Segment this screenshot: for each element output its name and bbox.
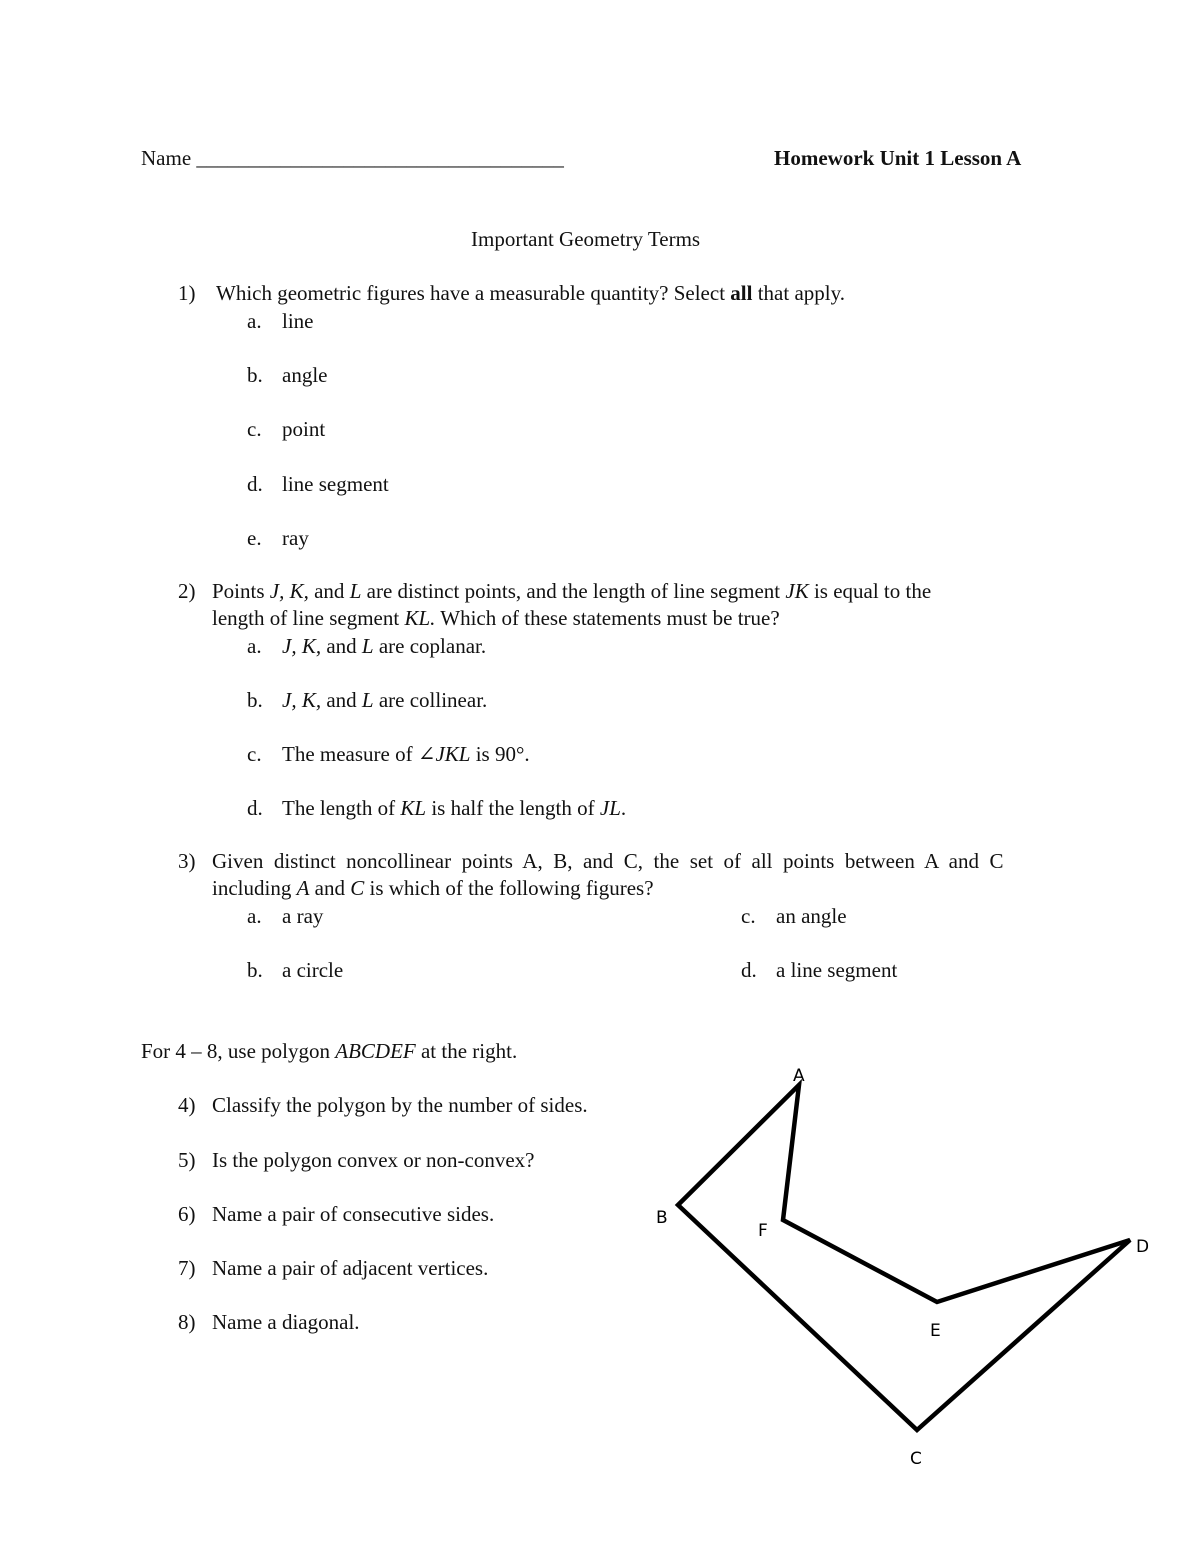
option-text[interactable]: line segment bbox=[282, 472, 389, 496]
option-letter: a. bbox=[247, 904, 262, 928]
option-letter: d. bbox=[741, 958, 757, 982]
question-number: 2) bbox=[178, 579, 196, 603]
text-part: The length of bbox=[282, 796, 401, 820]
angle-name: ∠JKL bbox=[417, 742, 471, 766]
text-part: For 4 – 8, use polygon bbox=[141, 1039, 336, 1063]
option-letter: a. bbox=[247, 309, 262, 333]
point-name: L bbox=[349, 579, 362, 603]
option-text[interactable]: point bbox=[282, 417, 326, 441]
text-part: are coplanar. bbox=[373, 634, 487, 658]
segment-name: KL. bbox=[404, 606, 436, 630]
option-text[interactable]: line bbox=[282, 309, 314, 333]
point-names: J, K, bbox=[269, 579, 309, 603]
point-name: L bbox=[361, 688, 374, 712]
question-text-part: that apply. bbox=[752, 281, 845, 305]
question-number: 4) bbox=[178, 1093, 196, 1117]
question-text: Name a diagonal. bbox=[212, 1310, 360, 1334]
option-letter: b. bbox=[247, 688, 263, 712]
text-part: Which of these statements must be true? bbox=[435, 606, 780, 630]
text-part: is half the length of bbox=[426, 796, 600, 820]
option-letter: d. bbox=[247, 472, 263, 496]
segment-name: JL bbox=[599, 796, 621, 820]
option-letter: e. bbox=[247, 526, 262, 550]
name-label: Name bbox=[141, 146, 192, 170]
option-letter: b. bbox=[247, 958, 263, 982]
question-number: 8) bbox=[178, 1310, 196, 1334]
vertex-label-b: B bbox=[656, 1208, 668, 1228]
text-part: Given distinct noncollinear points A, B, and C, the set of all points between A and C bbox=[212, 849, 1004, 873]
question-number: 7) bbox=[178, 1256, 196, 1280]
worksheet-title: Homework Unit 1 Lesson A bbox=[774, 146, 1022, 170]
question-text: Name a pair of consecutive sides. bbox=[212, 1202, 495, 1226]
option-text[interactable]: an angle bbox=[776, 904, 847, 928]
question-number: 1) bbox=[178, 281, 196, 305]
polygon-name: ABCDEF bbox=[335, 1039, 416, 1063]
point-name: A bbox=[296, 876, 310, 900]
option-text[interactable]: a ray bbox=[282, 904, 324, 928]
text-part: is equal to the bbox=[808, 579, 932, 603]
option-letter: c. bbox=[247, 417, 262, 441]
option-letter: d. bbox=[247, 796, 263, 820]
text-part: is 90°. bbox=[470, 742, 530, 766]
point-name: C bbox=[350, 876, 365, 900]
option-letter: c. bbox=[247, 742, 262, 766]
segment-name: JK bbox=[785, 579, 809, 603]
question-number: 3) bbox=[178, 849, 196, 873]
text-part: length of line segment bbox=[212, 606, 405, 630]
point-names: J, K, bbox=[282, 688, 322, 712]
text-part: and bbox=[321, 634, 362, 658]
text-part: at the right. bbox=[415, 1039, 518, 1063]
option-letter: b. bbox=[247, 363, 263, 387]
option-text[interactable]: a circle bbox=[282, 958, 344, 982]
text-part: and bbox=[309, 876, 351, 900]
vertex-label-e: E bbox=[930, 1321, 941, 1341]
option-text[interactable]: angle bbox=[282, 363, 328, 387]
point-names: J, K, bbox=[282, 634, 322, 658]
text-part: is which of the following figures? bbox=[364, 876, 654, 900]
name-blank[interactable]: ___________________________________ bbox=[196, 146, 564, 170]
text-part: The measure of bbox=[282, 742, 418, 766]
question-text-part: Which geometric figures have a measurable quantity? Select bbox=[216, 281, 731, 305]
polygon-abcdef bbox=[678, 1085, 1130, 1430]
worksheet-subtitle: Important Geometry Terms bbox=[471, 227, 701, 251]
question-number: 5) bbox=[178, 1148, 196, 1172]
question-text: Is the polygon convex or non-convex? bbox=[212, 1148, 535, 1172]
text-part: including bbox=[212, 876, 297, 900]
text-part: and bbox=[308, 579, 350, 603]
text-part: are distinct points, and the length of line segment bbox=[361, 579, 786, 603]
option-letter: c. bbox=[741, 904, 756, 928]
option-text[interactable]: ray bbox=[282, 526, 309, 550]
vertex-label-a: A bbox=[793, 1066, 805, 1086]
vertex-label-f: F bbox=[758, 1221, 768, 1241]
text-part: . bbox=[620, 796, 627, 820]
text-part: and bbox=[321, 688, 362, 712]
question-text: Classify the polygon by the number of sides. bbox=[212, 1093, 588, 1117]
question-number: 6) bbox=[178, 1202, 196, 1226]
option-text[interactable]: a line segment bbox=[776, 958, 898, 982]
vertex-label-c: C bbox=[910, 1449, 922, 1469]
vertex-label-d: D bbox=[1136, 1237, 1150, 1257]
option-letter: a. bbox=[247, 634, 262, 658]
segment-name: KL bbox=[400, 796, 427, 820]
text-part: are collinear. bbox=[373, 688, 488, 712]
emphasis-all: all bbox=[730, 281, 753, 305]
question-text: Name a pair of adjacent vertices. bbox=[212, 1256, 489, 1280]
point-name: L bbox=[361, 634, 374, 658]
text-part: Points bbox=[212, 579, 270, 603]
